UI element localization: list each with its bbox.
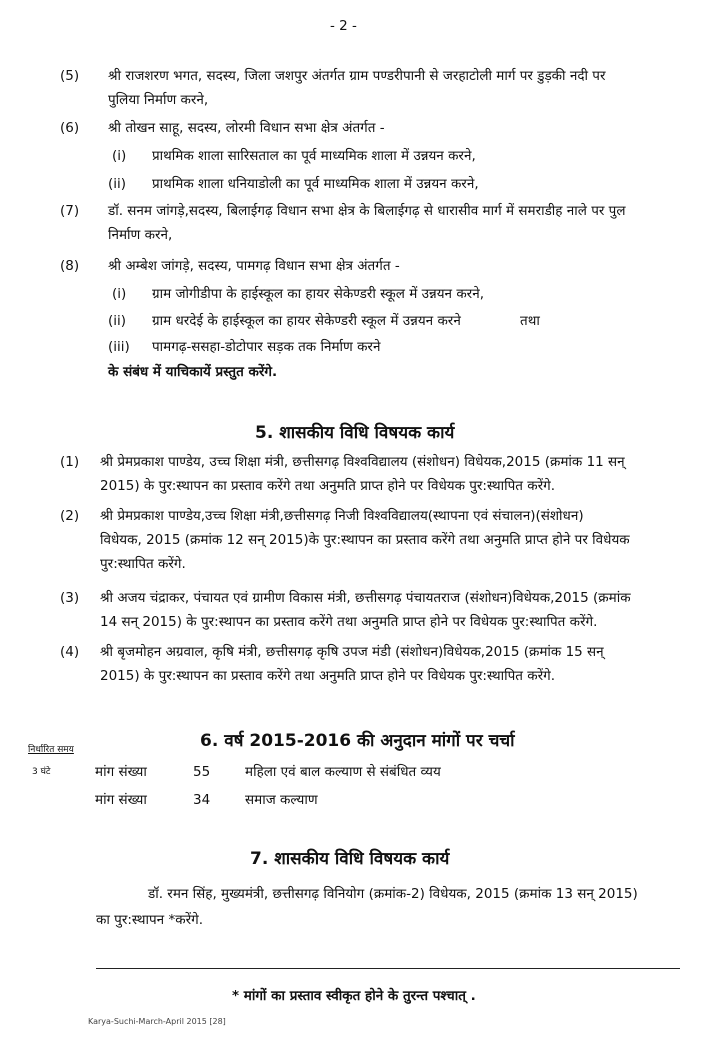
- demand-number: 55: [193, 764, 211, 780]
- item-number: (4): [60, 644, 80, 660]
- demand-description: समाज कल्याण: [245, 792, 318, 808]
- allotted-time-value: 3 घंटे: [32, 767, 51, 777]
- item-number: (3): [60, 590, 80, 606]
- petition-text: श्री तोखन साहू, सदस्य, लोरमी विधान सभा क्षेत्र अंतर्गत -: [108, 120, 385, 136]
- footnote: * मांगों का प्रस्ताव स्वीकृत होने के तुरन्त पश्चात् .: [232, 988, 476, 1004]
- item-text: विधेयक, 2015 (क्रमांक 12 सन् 2015)के पुर:स्थापन का प्रस्ताव करेंगे तथा अनुमति प्राप्त होने पर विधेयक: [100, 532, 630, 548]
- petition-number: (6): [60, 120, 80, 136]
- petition-number: (5): [60, 68, 80, 84]
- sub-item-number: (i): [112, 286, 127, 302]
- footnote-divider: [96, 968, 680, 969]
- petition-text: निर्माण करने,: [108, 227, 173, 243]
- demand-number: 34: [193, 792, 211, 808]
- sub-item-text: ग्राम धरदेई के हाईस्कूल का हायर सेकेण्डरी स्कूल में उन्नयन करने: [152, 313, 461, 329]
- section-5-heading: 5. शासकीय विधि विषयक कार्य: [255, 423, 455, 443]
- section-7-heading: 7. शासकीय विधि विषयक कार्य: [250, 849, 450, 869]
- item-text: श्री बृजमोहन अग्रवाल, कृषि मंत्री, छत्तीसगढ़ कृषि उपज मंडी (संशोधन)विधेयक,2015 (क्रमांक 15 सन्: [100, 644, 604, 660]
- demand-label: मांग संख्या: [95, 792, 147, 808]
- item-number: (2): [60, 508, 80, 524]
- item-text: श्री प्रेमप्रकाश पाण्डेय, उच्च शिक्षा मंत्री, छत्तीसगढ़ विश्वविद्यालय (संशोधन) विधेयक,2015 (क्रमांक 11 सन्: [100, 454, 625, 470]
- petition-text: पुलिया निर्माण करने,: [108, 92, 209, 108]
- sub-item-text: ग्राम जोगीडीपा के हाईस्कूल का हायर सेकेण्डरी स्कूल में उन्नयन करने,: [152, 286, 484, 302]
- item-text: 2015) के पुर:स्थापन का प्रस्ताव करेंगे तथा अनुमति प्राप्त होने पर विधेयक पुर:स्थापित करेंगे.: [100, 668, 556, 684]
- item-text: 14 सन् 2015) के पुर:स्थापन का प्रस्ताव करेंगे तथा अनुमति प्राप्त होने पर विधेयक पुर:स्थापित करेंगे.: [100, 614, 598, 630]
- item-number: (1): [60, 454, 80, 470]
- page-number: - 2 -: [330, 18, 357, 34]
- petition-text: श्री राजशरण भगत, सदस्य, जिला जशपुर अंतर्गत ग्राम पण्डरीपानी से जरहाटोली मार्ग पर डुड़की नदी पर: [108, 68, 606, 84]
- petition-number: (8): [60, 258, 80, 274]
- item-text: श्री प्रेमप्रकाश पाण्डेय,उच्च शिक्षा मंत्री,छत्तीसगढ़ निजी विश्वविद्यालय(स्थापना एवं संचालन)(संशोधन): [100, 508, 584, 524]
- section-7-text: डॉ. रमन सिंह, मुख्यमंत्री, छत्तीसगढ़ विनियोग (क्रमांक-2) विधेयक, 2015 (क्रमांक 13 सन् 2015): [148, 886, 638, 902]
- item-text: श्री अजय चंद्राकर, पंचायत एवं ग्रामीण विकास मंत्री, छत्तीसगढ़ पंचायतराज (संशोधन)विधेयक,2015 (क्रमांक: [100, 590, 631, 606]
- sub-item-number: (ii): [108, 176, 127, 192]
- sub-item-text: प्राथमिक शाला सारिसताल का पूर्व माध्यमिक शाला में उन्नयन करने,: [152, 148, 476, 164]
- item-text: पुर:स्थापित करेंगे.: [100, 556, 186, 572]
- petition-text: डॉ. सनम जांगड़े,सदस्य, बिलाईगढ़ विधान सभा क्षेत्र के बिलाईगढ़ से धारासीव मार्ग में समराडीह नाले पर पुल: [108, 203, 626, 219]
- sub-item-text: प्राथमिक शाला धनियाडोली का पूर्व माध्यमिक शाला में उन्नयन करने,: [152, 176, 479, 192]
- petitions-closing: के संबंध में याचिकायें प्रस्तुत करेंगे.: [108, 364, 278, 380]
- section-6-heading: 6. वर्ष 2015-2016 की अनुदान मांगों पर चर्चा: [200, 731, 515, 751]
- sub-item-suffix: तथा: [520, 313, 540, 329]
- allotted-time-label: निर्धारित समय: [28, 745, 74, 755]
- sub-item-number: (ii): [108, 313, 127, 329]
- sub-item-text: पामगढ़-ससहा-डोटोपार सड़क तक निर्माण करने: [152, 339, 381, 355]
- petition-number: (7): [60, 203, 80, 219]
- demand-label: मांग संख्या: [95, 764, 147, 780]
- item-text: 2015) के पुर:स्थापन का प्रस्ताव करेंगे तथा अनुमति प्राप्त होने पर विधेयक पुर:स्थापित करेंगे.: [100, 478, 556, 494]
- sub-item-number: (i): [112, 148, 127, 164]
- sub-item-number: (iii): [108, 339, 130, 355]
- demand-description: महिला एवं बाल कल्याण से संबंधित व्यय: [245, 764, 441, 780]
- petition-text: श्री अम्बेश जांगड़े, सदस्य, पामगढ़ विधान सभा क्षेत्र अंतर्गत -: [108, 258, 400, 274]
- section-7-text: का पुर:स्थापन *करेंगे.: [96, 912, 203, 928]
- file-reference: Karya-Suchi-March-April 2015 [28]: [88, 1017, 226, 1026]
